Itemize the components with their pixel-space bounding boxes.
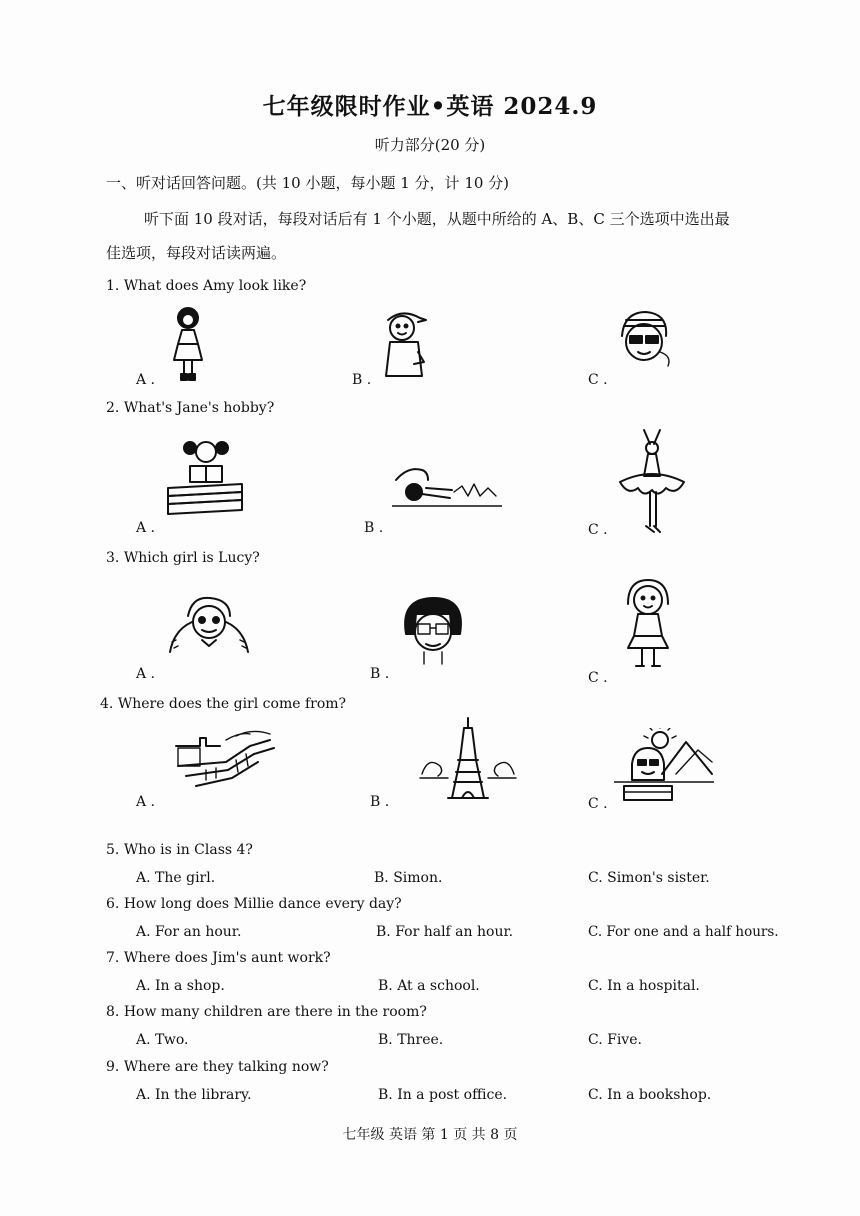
instruction-line-2: 佳选项，每段对话读两遍。 xyxy=(106,244,287,262)
question-number: 9. xyxy=(106,1059,120,1075)
girl-with-pigtails-picture xyxy=(164,304,212,382)
girl-with-braids-picture xyxy=(164,594,254,660)
sphinx-and-pyramids-picture xyxy=(614,728,714,808)
question-text: Where does the girl come from? xyxy=(117,696,347,712)
question-text: Where are they talking now? xyxy=(123,1059,329,1075)
question-number: 3. xyxy=(106,550,120,566)
option-b: B. For half an hour. xyxy=(376,924,514,940)
option-a: A . xyxy=(136,666,156,682)
option-c: C. In a hospital. xyxy=(588,978,700,994)
question-text: What's Jane's hobby? xyxy=(123,400,275,416)
instruction-line-1: 听下面 10 段对话，每段对话后有 1 个小题，从题中所给的 A、B、C 三个选项中选出最 xyxy=(144,210,730,228)
question-number: 2. xyxy=(106,400,120,416)
page-footer: 七年级 英语 第 1 页 共 8 页 xyxy=(342,1127,518,1143)
question-text: Who is in Class 4? xyxy=(123,842,253,858)
question-number: 1. xyxy=(106,278,120,294)
question-number: 7. xyxy=(106,950,120,966)
option-b: B . xyxy=(352,372,372,388)
question-number: 8. xyxy=(106,1004,120,1020)
question-text: How long does Millie dance every day? xyxy=(123,896,402,912)
option-a: A. In the library. xyxy=(136,1087,252,1103)
swimmer-picture xyxy=(392,458,502,512)
listening-part-subtitle: 听力部分(20 分) xyxy=(374,136,486,154)
option-a: A . xyxy=(136,520,156,536)
option-c: C. For one and a half hours. xyxy=(588,924,779,940)
option-c: C . xyxy=(588,670,608,686)
option-a: A. Two. xyxy=(136,1032,189,1048)
option-c: C . xyxy=(588,522,608,538)
question-number: 5. xyxy=(106,842,120,858)
option-c: C . xyxy=(588,372,608,388)
option-c: C. Five. xyxy=(588,1032,642,1048)
question-text: Where does Jim's aunt work? xyxy=(123,950,331,966)
option-c: C . xyxy=(588,796,608,812)
option-b: B. Simon. xyxy=(374,870,443,886)
boy-with-cap-picture xyxy=(378,306,430,378)
girl-with-glasses-picture xyxy=(398,594,468,666)
ballet-dancer-picture xyxy=(616,426,688,536)
eiffel-tower-picture xyxy=(418,716,518,802)
girl-in-skirt-picture xyxy=(620,576,676,672)
page-title: 七年级限时作业•英语 2024.9 xyxy=(262,93,598,120)
option-b: B. At a school. xyxy=(378,978,480,994)
option-b: B . xyxy=(370,794,390,810)
option-b: B . xyxy=(370,666,390,682)
section-heading: 一、听对话回答问题。(共 10 小题，每小题 1 分，计 10 分) xyxy=(106,174,510,192)
option-b: B. Three. xyxy=(378,1032,444,1048)
question-text: How many children are there in the room? xyxy=(123,1004,427,1020)
option-a: A. The girl. xyxy=(136,870,216,886)
option-a: A . xyxy=(136,372,156,388)
woman-with-sunglasses-picture xyxy=(614,308,674,372)
question-number: 4. xyxy=(100,696,114,712)
option-b: B. In a post office. xyxy=(378,1087,508,1103)
question-number: 6. xyxy=(106,896,120,912)
girl-reading-books-picture xyxy=(164,438,246,516)
option-a: A. In a shop. xyxy=(136,978,225,994)
option-c: C. Simon's sister. xyxy=(588,870,710,886)
option-a: A . xyxy=(136,794,156,810)
question-text: What does Amy look like? xyxy=(123,278,307,294)
great-wall-picture xyxy=(166,726,276,792)
option-c: C. In a bookshop. xyxy=(588,1087,712,1103)
option-b: B . xyxy=(364,520,384,536)
option-a: A. For an hour. xyxy=(136,924,242,940)
question-text: Which girl is Lucy? xyxy=(123,550,260,566)
